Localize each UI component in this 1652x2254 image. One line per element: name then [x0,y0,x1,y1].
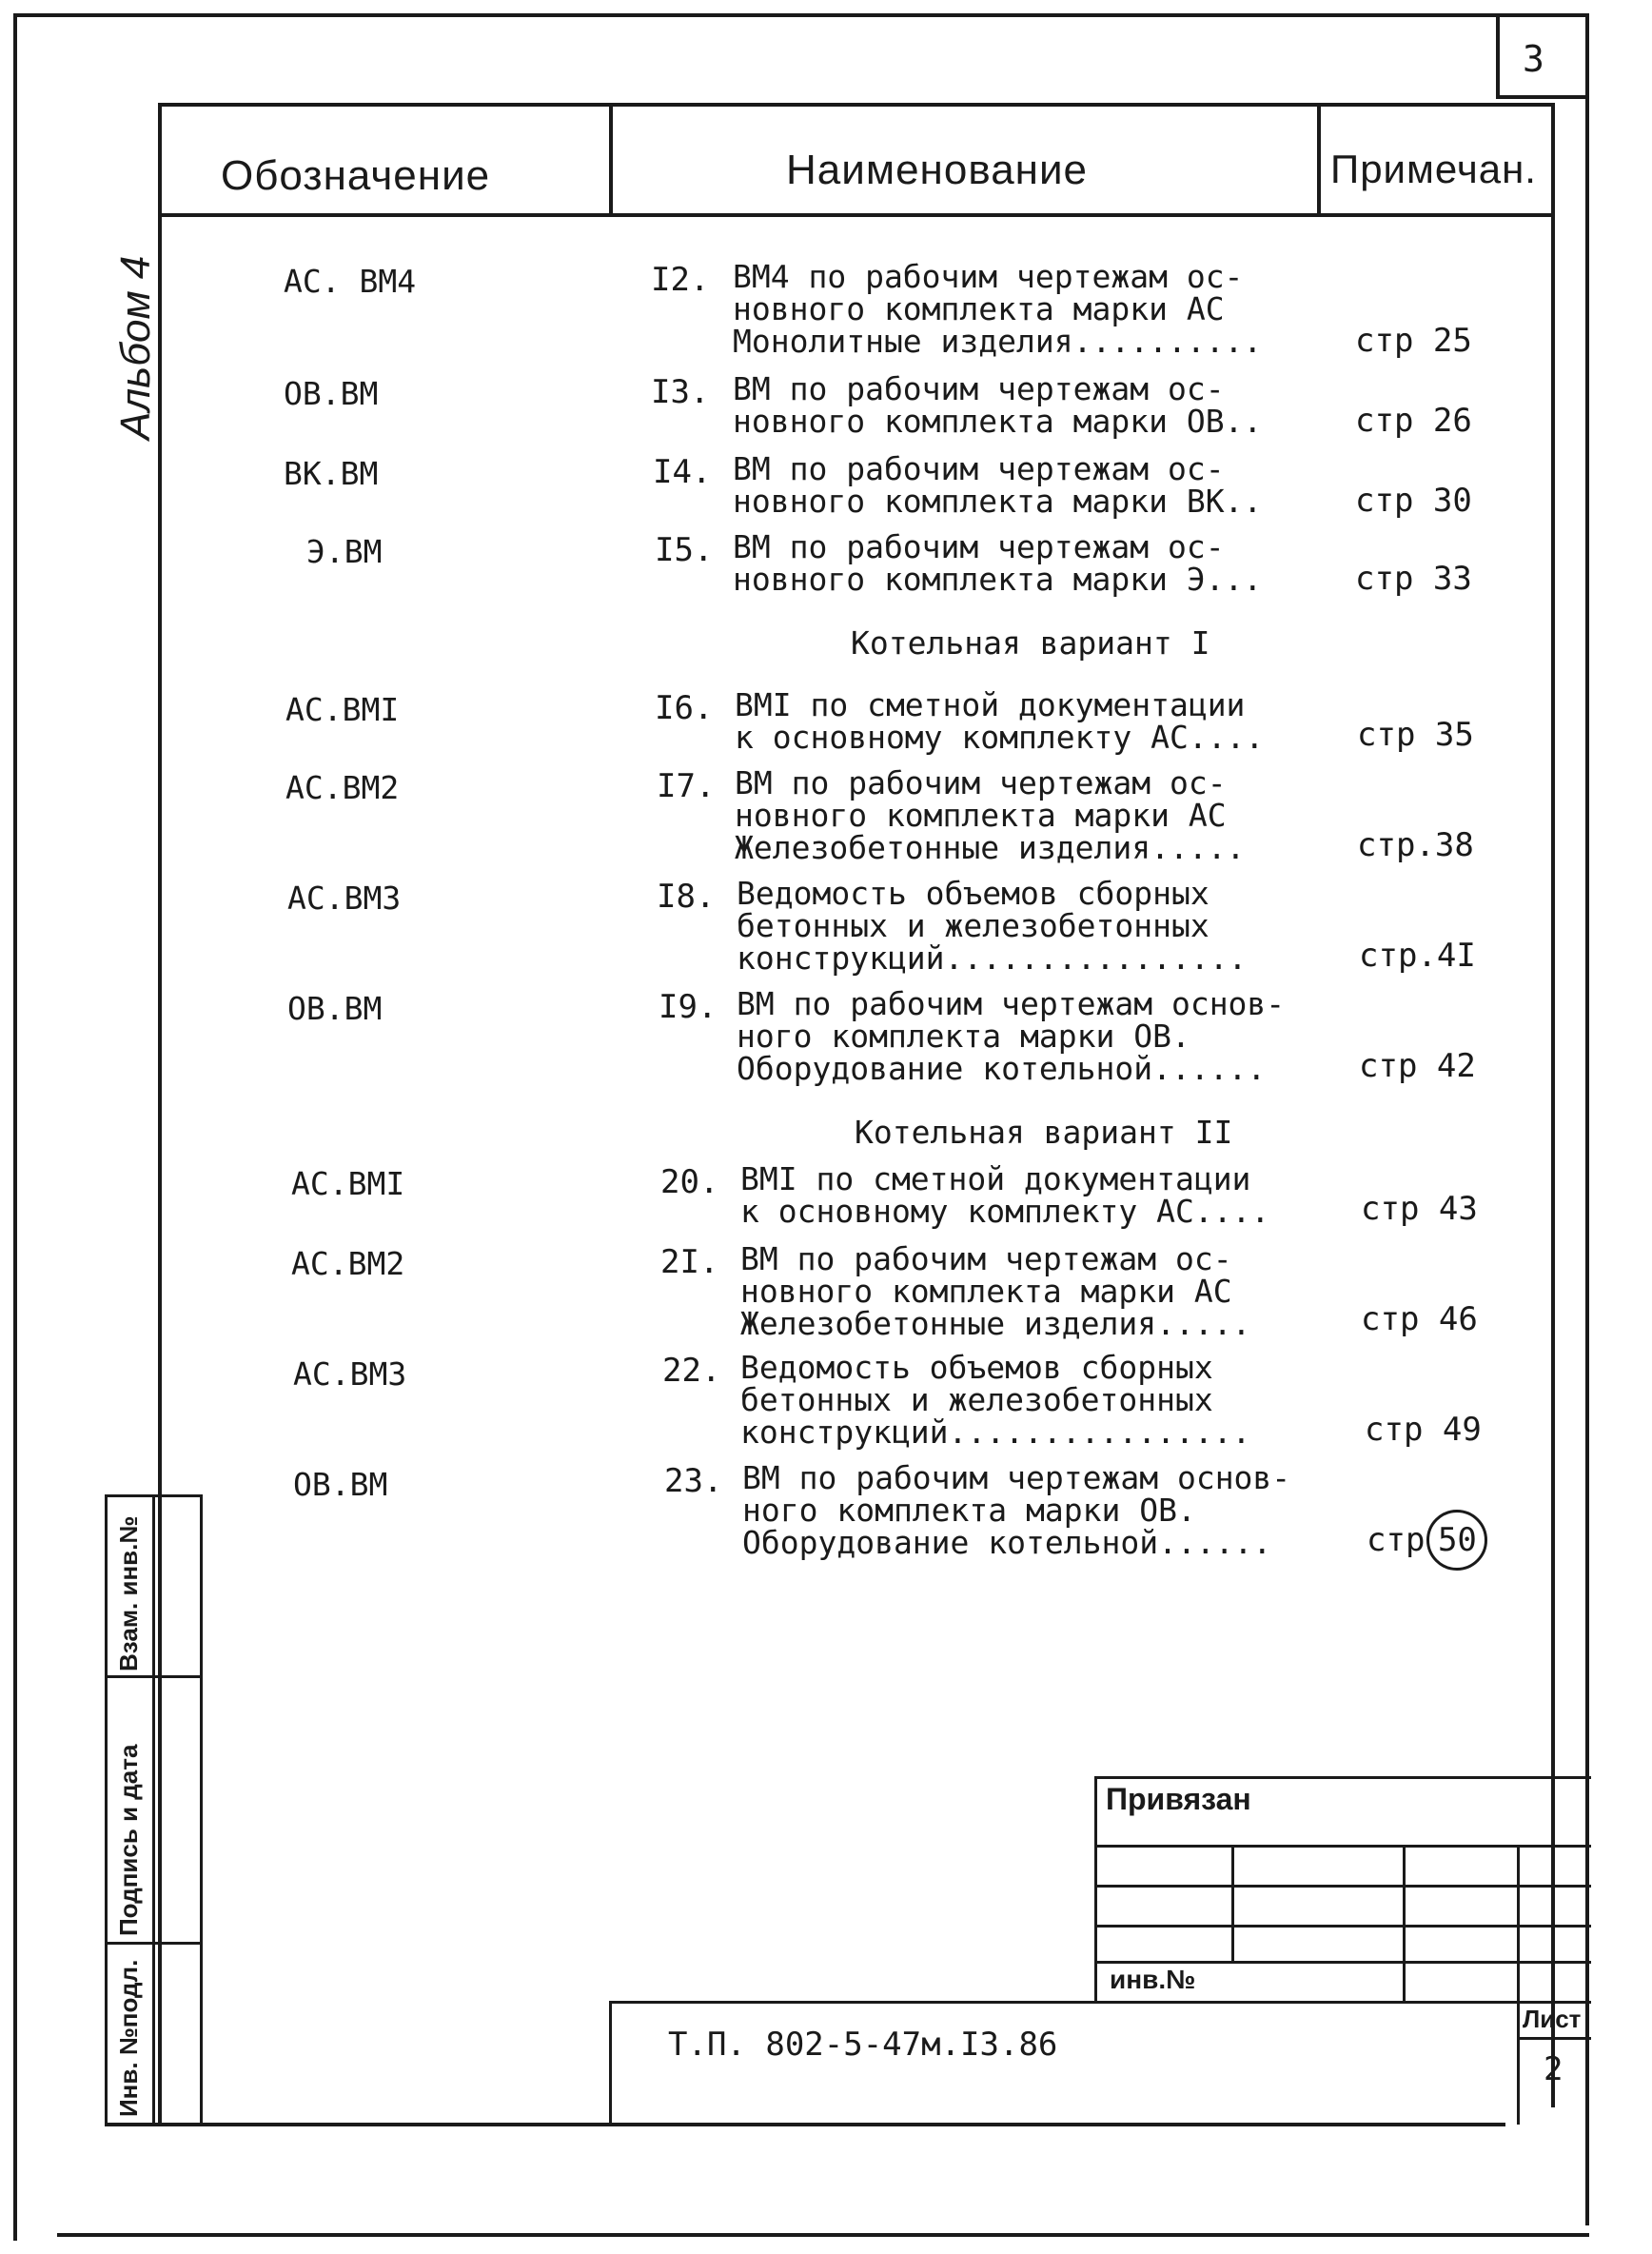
album-label: Альбом 4 [112,255,159,440]
row-line: ВМ по рабочим чертежам основ- [737,985,1286,1022]
outer-frame-left [13,13,17,2241]
row-code: ОВ.ВМ [287,990,383,1027]
row-number: 20. [660,1163,719,1201]
row-line: ВМ по рабочим чертежам основ- [742,1459,1291,1496]
row-page: стр.38 [1357,826,1474,864]
row-description [733,450,1263,520]
row-line: Оборудование котельной...... [737,1050,1267,1087]
stamp-sep-1 [105,1675,202,1678]
sheet-box-bottom [1496,95,1587,99]
row-page: стр 49 [1365,1411,1482,1449]
header-divider-2 [1317,103,1321,217]
row-line: бетонных и железобетонных [737,907,1210,944]
stamp-podpis: Подпись и дата [114,1744,143,1936]
row-line: Железобетонные изделия..... [735,829,1246,866]
row-number: 2I. [660,1243,719,1281]
row-code: ОВ.ВМ [293,1466,388,1503]
row-number: I4. [653,453,712,491]
sheet-box-left [1496,15,1500,99]
row-page: стр 25 [1355,322,1472,360]
row-line: бетонных и железобетонных [740,1381,1213,1418]
stamp-sep-2 [105,1942,202,1945]
row-line: Ведомость объемов сборных [737,875,1210,912]
stamp-col-divider [152,1494,155,2126]
circled-page-number: 50 [1426,1510,1487,1571]
row-code: АС.ВМI [285,691,400,728]
row-code: АС.ВМ2 [291,1245,405,1282]
row-line: новного комплекта марки АС [733,290,1225,327]
row-line: ВМ по рабочим чертежам ос- [733,528,1225,565]
privyazan-col-2 [1403,1845,1406,2001]
row-number: 23. [664,1462,723,1500]
row-number: I9. [659,988,718,1026]
row-number: I7. [657,767,716,805]
list-box-divider [1517,2037,1591,2040]
stamp-vzam: Взам. инв.№ [114,1515,143,1671]
row-line: новного комплекта марки Э... [733,561,1263,598]
row-description [733,528,1263,598]
row-page: стр 33 [1355,560,1472,598]
row-line: ВМ по рабочим чертежам ос- [735,764,1227,801]
row-number: I2. [651,261,710,299]
row-code: АС.ВМ3 [293,1355,407,1393]
row-description [733,258,1263,360]
row-line: ВМ4 по рабочим чертежам ос- [733,258,1244,295]
row-line: ного комплекта марки ОВ. [737,1018,1190,1055]
row-code: Э.ВМ [306,533,383,570]
row-description [742,1459,1291,1561]
doc-code: Т.П. 802-5-47м.I3.86 [668,2026,1058,2064]
row-page: стр 42 [1359,1047,1476,1085]
row-line: ВМI по сметной документации [740,1160,1251,1197]
outer-frame-top [15,13,1587,17]
outer-frame-right [1585,13,1589,2225]
row-number: I5. [655,531,714,569]
row-code: АС.ВМI [291,1165,405,1202]
header-name: Наименование [786,147,1089,193]
row-description [733,370,1263,440]
row-description [740,1349,1251,1451]
list-box-left [1517,2001,1520,2125]
row-line: Железобетонные изделия..... [740,1305,1251,1342]
stamp-top [105,1494,202,1497]
row-page: стр 26 [1355,402,1472,440]
row-number: I6. [655,689,714,727]
row-line: к основному комплекту АС.... [735,719,1265,756]
row-line: к основному комплекту АС.... [740,1193,1270,1230]
row-line: ВМ по рабочим чертежам ос- [733,450,1225,487]
row-page: стр 35 [1357,716,1474,754]
row-code: ВК.ВМ [284,455,379,492]
row-code: АС. ВМ4 [284,263,417,300]
row-description [737,875,1248,977]
inner-frame-right [1551,103,1555,2107]
privyazan-label: Привязан [1106,1782,1251,1816]
row-number: I8. [657,878,716,916]
stamp-right-edge [200,1494,203,2126]
row-page-prefix: стр [1367,1521,1426,1559]
row-line: ВМ по рабочим чертежам ос- [740,1240,1232,1277]
row-description [740,1160,1270,1230]
row-line: новного комплекта марки АС [735,797,1227,834]
row-line: ВМI по сметной документации [735,686,1246,723]
row-line: Монолитные изделия.......... [733,323,1263,360]
row-code: АС.ВМ3 [287,880,402,917]
row-line: ного комплекта марки ОВ. [742,1492,1196,1529]
row-number: 22. [662,1352,721,1390]
row-line: конструкций................ [740,1414,1251,1451]
row-line: новного комплекта марки ОВ.. [733,403,1263,440]
row-line: конструкций................ [737,939,1248,977]
privyazan-box-top [1094,1776,1591,1779]
row-page: стр 43 [1361,1190,1478,1228]
stamp-left-edge [105,1494,108,2126]
inv-no-label: инв.№ [1110,1965,1196,1994]
outer-frame-bottom [57,2233,1589,2237]
row-line: новного комплекта марки ВК.. [733,483,1263,520]
privyazan-col-1 [1231,1845,1234,1963]
header-designation: Обозначение [221,152,491,199]
row-code: ОВ.ВМ [284,375,379,412]
privyazan-box-left [1094,1776,1097,2001]
row-description [735,764,1246,866]
row-page: стр 30 [1355,482,1472,520]
header-divider-1 [609,103,613,217]
row-description [737,985,1286,1087]
section-heading: Котельная вариант II [855,1114,1233,1151]
list-number: 2 [1544,2050,1564,2088]
row-line: новного комплекта марки АС [740,1273,1232,1310]
row-page [1367,1510,1487,1571]
stamp-inv-podl: Инв. №подл. [114,1959,143,2117]
header-bottom-line [158,213,1553,217]
row-description [735,686,1265,756]
row-page: стр.4I [1359,937,1476,975]
row-page: стр 46 [1361,1300,1478,1338]
privyazan-col-3 [1517,1845,1520,2001]
code-strip-top [609,2001,1591,2004]
section-heading: Котельная вариант I [851,624,1210,662]
inner-frame-top [158,103,1553,107]
row-line: ВМ по рабочим чертежам ос- [733,370,1225,407]
sheet-number-top: 3 [1523,38,1544,80]
header-note: Примечан. [1330,147,1537,191]
code-strip-left [609,2001,612,2125]
row-code: АС.ВМ2 [285,769,400,806]
row-line: Ведомость объемов сборных [740,1349,1213,1386]
inner-frame-bottom [105,2123,1505,2126]
row-line: Оборудование котельной...... [742,1524,1272,1561]
row-number: I3. [651,373,710,411]
row-description [740,1240,1251,1342]
list-label: Лист [1523,2005,1582,2033]
